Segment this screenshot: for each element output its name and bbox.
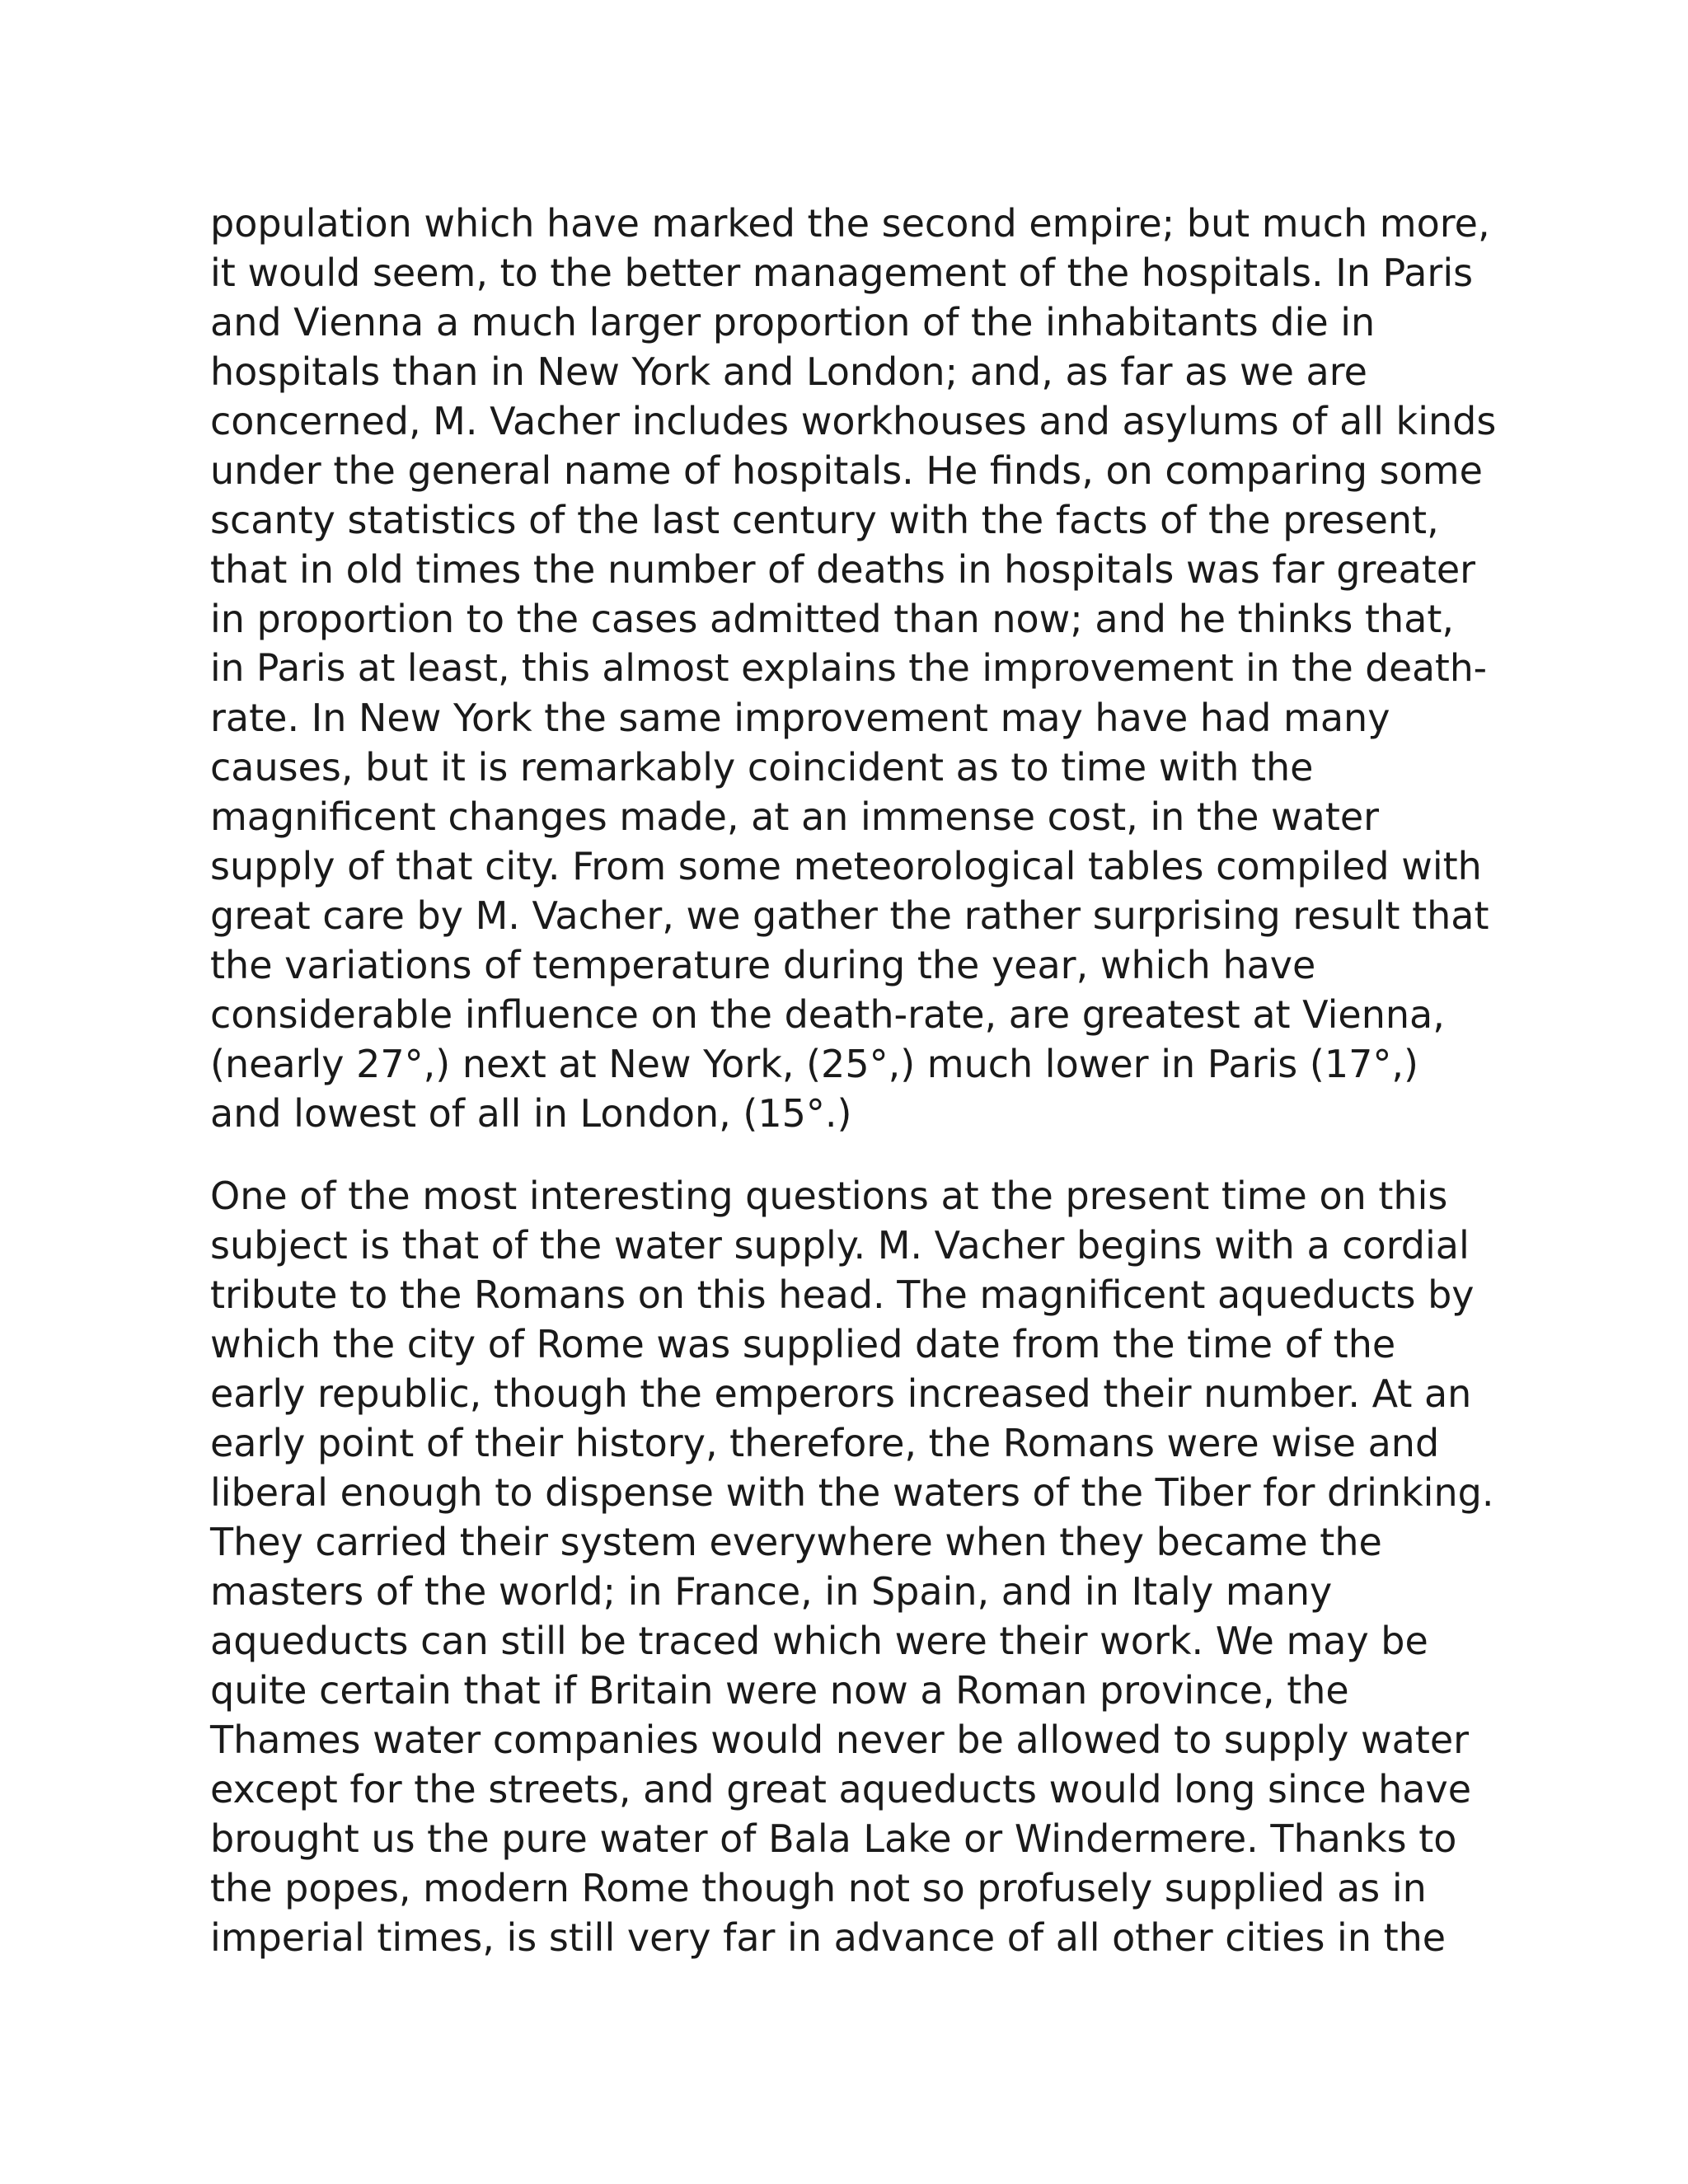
text-line: tribute to the Romans on this head. The magnificent aqueducts by bbox=[210, 1272, 1475, 1317]
text-line: except for the streets, and great aqueducts would long since have bbox=[210, 1767, 1472, 1811]
text-line: great care by M. Vacher, we gather the rather surprising result that bbox=[210, 893, 1489, 938]
text-line: aqueducts can still be traced which were their work. We may be bbox=[210, 1619, 1428, 1663]
paragraph-1 bbox=[210, 199, 1496, 1138]
text-line: quite certain that if Britain were now a Roman province, the bbox=[210, 1668, 1349, 1713]
text-line: in Paris at least, this almost explains the improvement in the death- bbox=[210, 646, 1488, 690]
text-line: One of the most interesting questions at the present time on this bbox=[210, 1174, 1448, 1218]
text-line: supply of that city. From some meteorological tables compiled with bbox=[210, 844, 1482, 888]
text-line: imperial times, is still very far in advance of all other cities in the bbox=[210, 1915, 1447, 1960]
text-line: Thames water companies would never be allowed to supply water bbox=[210, 1718, 1470, 1762]
text-line: causes, but it is remarkably coincident as to time with the bbox=[210, 745, 1314, 790]
text-line: subject is that of the water supply. M. Vacher begins with a cordial bbox=[210, 1223, 1470, 1268]
text-line: hospitals than in New York and London; and, as far as we are bbox=[210, 349, 1367, 394]
text-line: early republic, though the emperors increased their number. At an bbox=[210, 1371, 1472, 1416]
text-line: it would seem, to the better management of the hospitals. In Paris bbox=[210, 251, 1474, 295]
text-line: population which have marked the second empire; but much more, bbox=[210, 201, 1490, 246]
text-line: brought us the pure water of Bala Lake or Windermere. Thanks to bbox=[210, 1816, 1457, 1861]
text-line: the variations of temperature during the year, which have bbox=[210, 943, 1316, 987]
text-line: in proportion to the cases admitted than now; and he thinks that, bbox=[210, 597, 1455, 641]
text-line: that in old times the number of deaths in hospitals was far greater bbox=[210, 547, 1476, 592]
text-line: which the city of Rome was supplied date from the time of the bbox=[210, 1322, 1396, 1366]
text-line: considerable influence on the death-rate, are greatest at Vienna, bbox=[210, 992, 1445, 1037]
text-line: concerned, M. Vacher includes workhouses and asylums of all kinds bbox=[210, 399, 1497, 443]
text-line: early point of their history, therefore, the Romans were wise and bbox=[210, 1421, 1440, 1465]
text-line: (nearly 27°,) next at New York, (25°,) much lower in Paris (17°,) bbox=[210, 1042, 1418, 1086]
text-line: magnificent changes made, at an immense cost, in the water bbox=[210, 794, 1380, 839]
text-line: and Vienna a much larger proportion of the inhabitants die in bbox=[210, 300, 1376, 344]
text-line: masters of the world; in France, in Spain, and in Italy many bbox=[210, 1569, 1333, 1614]
text-line: scanty statistics of the last century with the facts of the present, bbox=[210, 498, 1439, 542]
paragraph-2 bbox=[210, 1171, 1496, 1962]
text-line: under the general name of hospitals. He finds, on comparing some bbox=[210, 448, 1483, 493]
text-line: They carried their system everywhere when they became the bbox=[210, 1520, 1382, 1564]
text-line: the popes, modern Rome though not so profusely supplied as in bbox=[210, 1866, 1427, 1910]
text-line: and lowest of all in London, (15°.) bbox=[210, 1091, 852, 1136]
text-line: rate. In New York the same improvement may have had many bbox=[210, 696, 1390, 740]
text-line: liberal enough to dispense with the waters of the Tiber for drinking. bbox=[210, 1470, 1494, 1515]
